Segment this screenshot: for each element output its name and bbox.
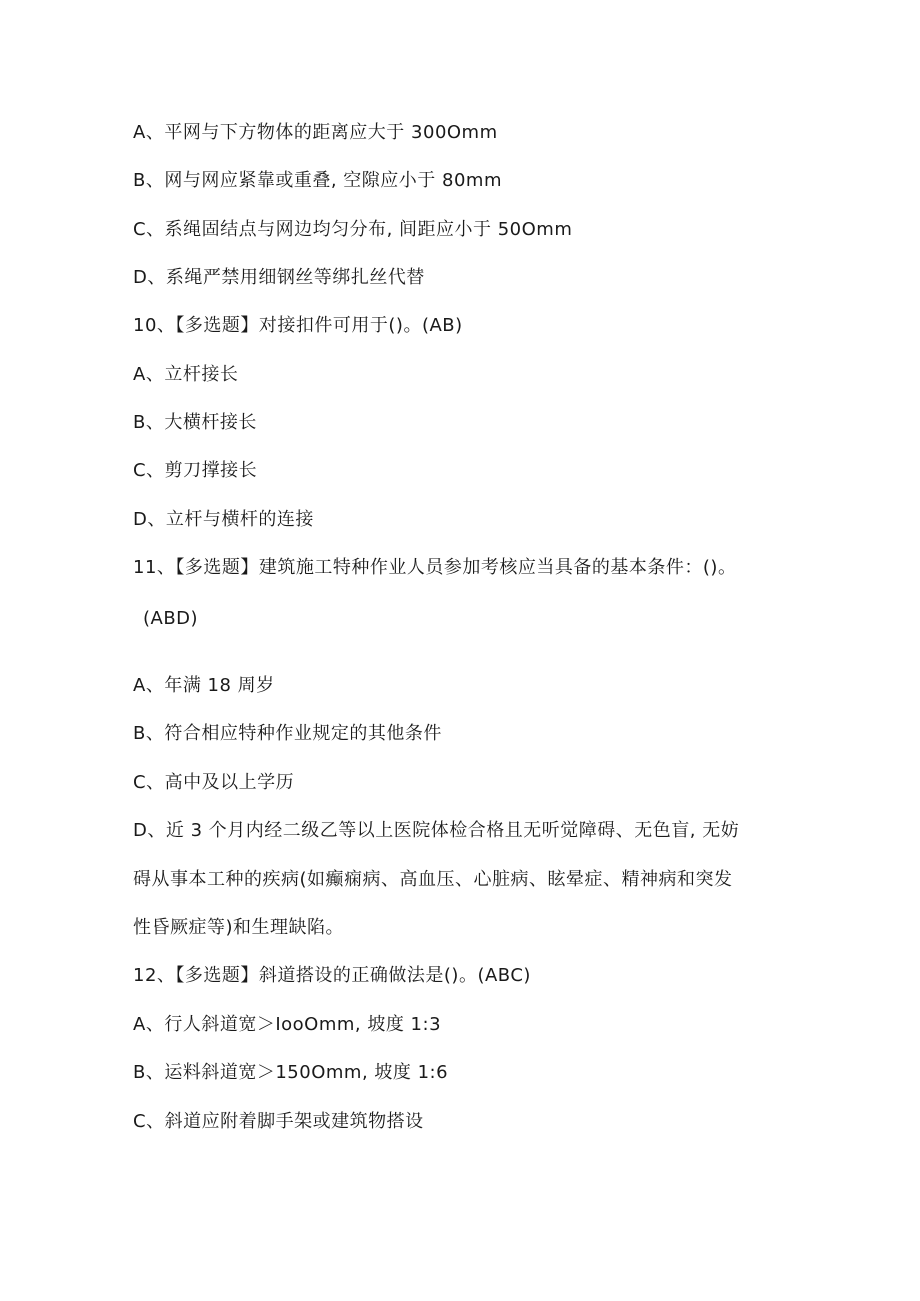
option-9d: D、系绳严禁用细钢丝等绑扎丝代替 <box>133 267 425 288</box>
option-10d: D、立杆与横杆的连接 <box>133 509 314 530</box>
option-12a: A、行人斜道宽＞IooOmm, 坡度 1:3 <box>133 1014 442 1035</box>
question-11: 11、【多选题】建筑施工特种作业人员参加考核应当具备的基本条件：()。 <box>133 557 737 578</box>
question-12: 12、【多选题】斜道搭设的正确做法是()。(ABC) <box>133 965 531 986</box>
answer-11: (ABD) <box>143 608 199 629</box>
option-11a: A、年满 18 周岁 <box>133 675 275 696</box>
option-9c: C、系绳固结点与网边均匀分布, 间距应小于 50Omm <box>133 219 573 240</box>
option-11b: B、符合相应特种作业规定的其他条件 <box>133 723 442 744</box>
option-11c: C、高中及以上学历 <box>133 772 295 793</box>
option-9a: A、平网与下方物体的距离应大于 300Omm <box>133 122 498 143</box>
option-11d-line-3: 性昏厥症等)和生理缺陷。 <box>133 917 345 938</box>
option-9b: B、网与网应紧靠或重叠, 空隙应小于 80mm <box>133 170 502 191</box>
option-12c: C、斜道应附着脚手架或建筑物搭设 <box>133 1111 424 1132</box>
option-10c: C、剪刀撑接长 <box>133 460 258 481</box>
question-10: 10、【多选题】对接扣件可用于()。(AB) <box>133 315 463 336</box>
option-10b: B、大横杆接长 <box>133 412 257 433</box>
option-12b: B、运料斜道宽＞150Omm, 坡度 1:6 <box>133 1062 449 1083</box>
option-10a: A、立杆接长 <box>133 364 239 385</box>
option-11d-line-1: D、近 3 个月内经二级乙等以上医院体检合格且无听觉障碍、无色盲, 无妨 <box>133 820 740 841</box>
option-11d-line-2: 碍从事本工种的疾病(如癫痫病、高血压、心脏病、眩晕症、精神病和突发 <box>133 869 733 890</box>
